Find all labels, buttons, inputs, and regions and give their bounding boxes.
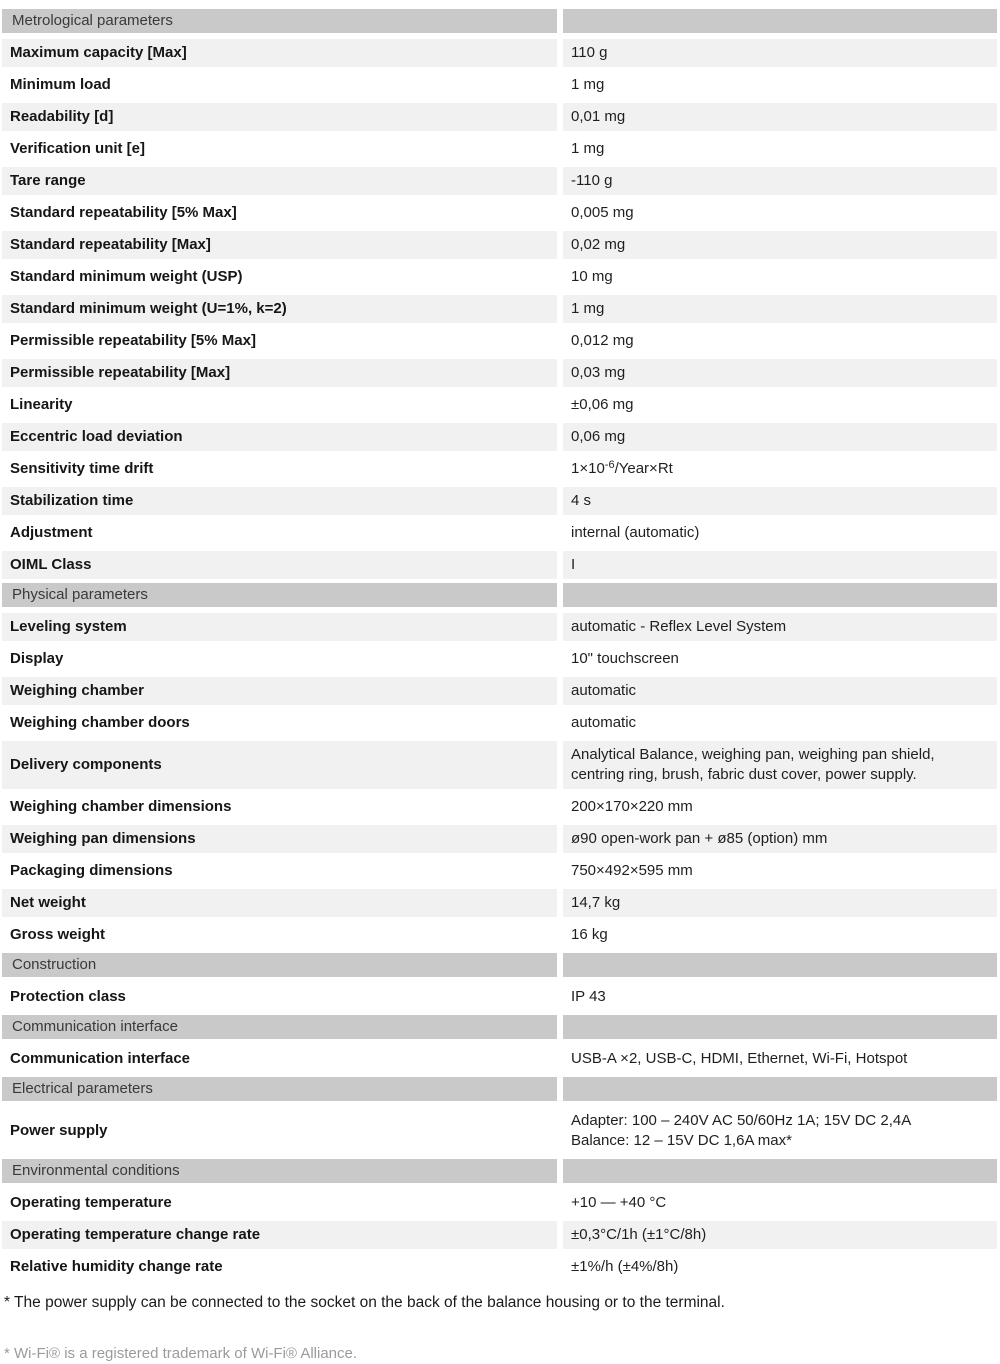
spec-value: -110 g <box>563 167 997 195</box>
spec-row <box>2 889 997 917</box>
spec-row <box>2 793 997 821</box>
section-header-spacer <box>563 9 997 33</box>
spec-value: internal (automatic) <box>563 519 997 547</box>
spec-value: 10" touchscreen <box>563 645 997 673</box>
spec-value: ø90 open-work pan + ø85 (option) mm <box>563 825 997 853</box>
value-exponent: -6 <box>604 459 615 471</box>
spec-value: IP 43 <box>563 983 997 1011</box>
section-header-environmental-conditions <box>2 1159 997 1183</box>
power-supply-footnote: * The power supply can be connected to the socket on the back of the balance housing or to the terminal. <box>4 1294 725 1311</box>
section-header-spacer <box>563 1077 997 1101</box>
spec-value: 750×492×595 mm <box>563 857 997 885</box>
spec-label: Weighing chamber doors <box>2 709 557 737</box>
spec-value: USB-A ×2, USB-C, HDMI, Ethernet, Wi-Fi, Hotspot <box>563 1045 997 1073</box>
spec-label: Delivery components <box>2 741 557 789</box>
spec-value: 10 mg <box>563 263 997 291</box>
spec-value <box>563 1107 997 1155</box>
spec-row <box>2 295 997 323</box>
section-title: Environmental conditions <box>2 1159 557 1183</box>
spec-row <box>2 231 997 259</box>
spec-row <box>2 677 997 705</box>
spec-row <box>2 199 997 227</box>
spec-row <box>2 983 997 1011</box>
spec-value: 110 g <box>563 39 997 67</box>
spec-row <box>2 613 997 641</box>
spec-label: Relative humidity change rate <box>2 1253 557 1281</box>
spec-label: Weighing chamber dimensions <box>2 793 557 821</box>
spec-value <box>563 455 997 483</box>
spec-value: automatic - Reflex Level System <box>563 613 997 641</box>
spec-value: automatic <box>563 677 997 705</box>
spec-value: +10 — +40 °C <box>563 1189 997 1217</box>
spec-label: Weighing chamber <box>2 677 557 705</box>
spec-label: Operating temperature change rate <box>2 1221 557 1249</box>
value-base: 1×10 <box>571 460 605 477</box>
spec-row <box>2 551 997 579</box>
spec-label: Eccentric load deviation <box>2 423 557 451</box>
spec-label: Maximum capacity [Max] <box>2 39 557 67</box>
section-header-spacer <box>563 953 997 977</box>
spec-label: Weighing pan dimensions <box>2 825 557 853</box>
section-header-metrological-parameters <box>2 9 997 33</box>
spec-label: Power supply <box>2 1107 557 1155</box>
spec-value: 1 mg <box>563 135 997 163</box>
spec-row <box>2 423 997 451</box>
spec-value: automatic <box>563 709 997 737</box>
spec-row <box>2 103 997 131</box>
spec-row <box>2 1221 997 1249</box>
spec-row <box>2 487 997 515</box>
spec-row <box>2 1045 997 1073</box>
power-supply-adapter-line: Adapter: 100 – 240V AC 50/60Hz 1A; 15V DC 2,4A <box>571 1112 912 1129</box>
spec-value: 0,06 mg <box>563 423 997 451</box>
value-rest: /Year×Rt <box>614 460 673 477</box>
section-title: Construction <box>2 953 557 977</box>
spec-value: 14,7 kg <box>563 889 997 917</box>
section-header-spacer <box>563 1159 997 1183</box>
section-header-spacer <box>563 1015 997 1039</box>
wifi-trademark-footnote: * Wi-Fi® is a registered trademark of Wi-Fi® Alliance. <box>4 1345 358 1362</box>
section-title: Physical parameters <box>2 583 557 607</box>
spec-label: Stabilization time <box>2 487 557 515</box>
spec-value: ±1%/h (±4%/8h) <box>563 1253 997 1281</box>
spec-row <box>2 263 997 291</box>
spec-label: Protection class <box>2 983 557 1011</box>
section-header-communication-interface <box>2 1015 997 1039</box>
spec-row <box>2 71 997 99</box>
power-supply-balance-line: Balance: 12 – 15V DC 1,6A max* <box>571 1132 792 1149</box>
spec-row <box>2 857 997 885</box>
spec-value: 0,012 mg <box>563 327 997 355</box>
spec-value: ±0,3°C/1h (±1°C/8h) <box>563 1221 997 1249</box>
spec-label: Communication interface <box>2 1045 557 1073</box>
spec-label: Standard minimum weight (U=1%, k=2) <box>2 295 557 323</box>
section-title: Electrical parameters <box>2 1077 557 1101</box>
spec-row <box>2 1253 997 1281</box>
section-header-construction <box>2 953 997 977</box>
spec-row <box>2 391 997 419</box>
spec-label: Standard minimum weight (USP) <box>2 263 557 291</box>
spec-value: 4 s <box>563 487 997 515</box>
spec-label: Readability [d] <box>2 103 557 131</box>
spec-value: 0,01 mg <box>563 103 997 131</box>
spec-value: Analytical Balance, weighing pan, weighing pan shield, centring ring, brush, fabric dust cover, power supply. <box>563 741 997 789</box>
spec-label: Standard repeatability [Max] <box>2 231 557 259</box>
spec-value: 1 mg <box>563 295 997 323</box>
spec-value: 1 mg <box>563 71 997 99</box>
spec-row <box>2 921 997 949</box>
spec-label: Leveling system <box>2 613 557 641</box>
spec-label: Permissible repeatability [5% Max] <box>2 327 557 355</box>
spec-row <box>2 359 997 387</box>
spec-label: Net weight <box>2 889 557 917</box>
spec-row <box>2 135 997 163</box>
spec-label: Operating temperature <box>2 1189 557 1217</box>
spec-value: ±0,06 mg <box>563 391 997 419</box>
spec-label: Gross weight <box>2 921 557 949</box>
section-header-physical-parameters <box>2 583 997 607</box>
spec-label: Linearity <box>2 391 557 419</box>
spec-label: OIML Class <box>2 551 557 579</box>
spec-value: 0,005 mg <box>563 199 997 227</box>
spec-value: 0,03 mg <box>563 359 997 387</box>
spec-row <box>2 39 997 67</box>
spec-value: 200×170×220 mm <box>563 793 997 821</box>
spec-row <box>2 519 997 547</box>
section-header-spacer <box>563 583 997 607</box>
spec-row-delivery-components <box>2 741 997 789</box>
spec-value: I <box>563 551 997 579</box>
spec-row <box>2 645 997 673</box>
spec-label: Sensitivity time drift <box>2 455 557 483</box>
spec-row <box>2 825 997 853</box>
spec-row <box>2 327 997 355</box>
spec-row <box>2 1189 997 1217</box>
section-header-electrical-parameters <box>2 1077 997 1101</box>
spec-row <box>2 167 997 195</box>
spec-row <box>2 709 997 737</box>
spec-label: Adjustment <box>2 519 557 547</box>
spec-label: Packaging dimensions <box>2 857 557 885</box>
spec-row-sensitivity-time-drift <box>2 455 997 483</box>
spec-value: 0,02 mg <box>563 231 997 259</box>
footnotes <box>0 1285 1000 1364</box>
spec-label: Minimum load <box>2 71 557 99</box>
spec-label: Standard repeatability [5% Max] <box>2 199 557 227</box>
spec-value: 16 kg <box>563 921 997 949</box>
section-title: Metrological parameters <box>2 9 557 33</box>
spec-label: Permissible repeatability [Max] <box>2 359 557 387</box>
spec-row-power-supply <box>2 1107 997 1155</box>
spec-label: Tare range <box>2 167 557 195</box>
spec-label: Display <box>2 645 557 673</box>
spec-label: Verification unit [e] <box>2 135 557 163</box>
section-title: Communication interface <box>2 1015 557 1039</box>
